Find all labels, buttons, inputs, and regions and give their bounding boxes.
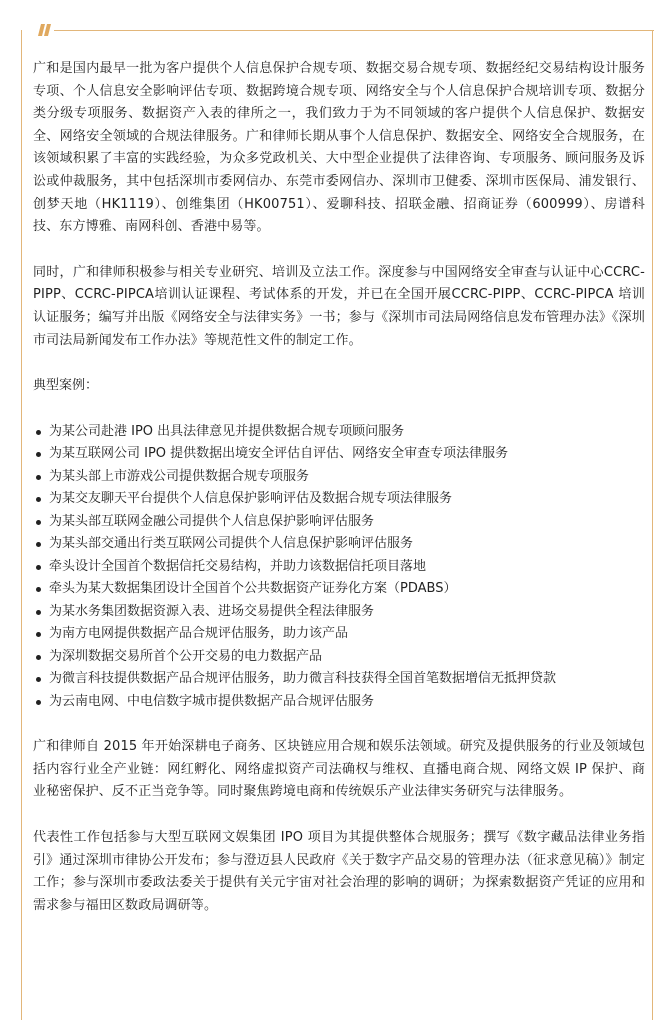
bullet-dot-icon xyxy=(36,700,41,705)
representative-work-paragraph: 代表性工作包括参与大型互联网文娱集团 IPO 项目为其提供整体合规服务；撰写《数字藏品法律业务指引》通过深圳市律协公开发布；参与澄迈县人民政府《关于数字产品交易的管理办法（征求意见稿）》制定工作；参与深圳市委政法委关于提供有关元宇宙对社会治理的影响的调研；为探索数据资产凭证的应用和需求参与福田区数政局调研等。 xyxy=(33,830,645,913)
case-text: 牵头设计全国首个数据信托交易结构，并助力该数据信托项目落地 xyxy=(49,558,427,574)
bullet-dot-icon xyxy=(36,452,41,457)
case-list-item xyxy=(33,668,645,691)
case-text: 为某交友聊天平台提供个人信息保护影响评估及数据合规专项法律服务 xyxy=(49,491,453,507)
case-text: 为南方电网提供数据产品合规评估服务，助力该产品 xyxy=(49,626,349,642)
case-text: 为某公司赴港 IPO 出具法律意见并提供数据合规专项顾问服务 xyxy=(49,423,405,439)
case-list-item xyxy=(33,601,645,624)
case-text: 为某头部互联网金融公司提供个人信息保护影响评估服务 xyxy=(49,513,375,529)
case-list-item xyxy=(33,623,645,646)
top-border-line xyxy=(54,30,654,31)
case-text: 为某头部上市游戏公司提供数据合规专项服务 xyxy=(49,468,310,484)
case-list-item xyxy=(33,421,645,444)
case-text: 为云南电网、中电信数字城市提供数据产品合规评估服务 xyxy=(49,693,375,709)
case-text: 为某互联网公司 IPO 提供数据出境安全评估自评估、网络安全审查专项法律服务 xyxy=(49,446,509,462)
case-list-item xyxy=(33,466,645,489)
case-list-item xyxy=(33,556,645,579)
research-paragraph: 同时，广和律师积极参与相关专业研究、培训及立法工作。深度参与中国网络安全审查与认证中心CCRC-PIPP、CCRC-PIPCA培训认证课程、考试体系的开发，并已在全国开展CCRC-PIPP、CCRC-PIPCA 培训认证服务；编写并出版《网络安全与法律实务》一书；参与《深圳市司法局网络信息发布管理办法》《深圳市司法局新闻发布工作办法》等规范性文件的制定工作。 xyxy=(33,264,645,348)
case-list-item xyxy=(33,511,645,534)
case-text: 牵头为某大数据集团设计全国首个公共数据资产证券化方案（PDABS） xyxy=(49,581,457,597)
bullet-dot-icon xyxy=(36,677,41,682)
intro-paragraph: 广和是国内最早一批为客户提供个人信息保护合规专项、数据交易合规专项、数据经纪交易结构设计服务专项、个人信息安全影响评估专项、数据跨境合规专项、网络安全与个人信息保护合规培训专项、数据分类分级专项服务、数据资产入表的律所之一，我们致力于为不同领域的客户提供个人信息保护、数据安全、网络安全领域的合规法律服务。广和律师长期从事个人信息保护、数据安全、网络安全合规服务，在该领域积累了丰富的实践经验，为众多党政机关、大中型企业提供了法律咨询、专项服务、顾问服务及诉讼或仲裁服务，其中包括深圳市委网信办、东莞市委网信办、深圳市卫健委、深圳市医保局、浦发银行、创梦天地（HK1119）、创维集团（HK00751）、爱聊科技、招联金融、招商证券（600999）、房谱科技、东方博雅、南网科创、香港中易等。 xyxy=(33,61,645,235)
case-text: 为某头部交通出行类互联网公司提供个人信息保护影响评估服务 xyxy=(49,536,414,552)
cases-heading: 典型案例： xyxy=(33,378,99,394)
bullet-dot-icon xyxy=(36,565,41,570)
case-list-item xyxy=(33,488,645,511)
article-body xyxy=(33,58,645,917)
bullet-dot-icon xyxy=(36,587,41,592)
case-text: 为微言科技提供数据产品合规评估服务，助力微言科技获得全国首笔数据增信无抵押贷款 xyxy=(49,671,557,687)
case-list-item xyxy=(33,533,645,556)
bullet-dot-icon xyxy=(36,497,41,502)
case-list-item xyxy=(33,646,645,669)
bullet-dot-icon xyxy=(36,632,41,637)
bullet-dot-icon xyxy=(36,610,41,615)
bullet-dot-icon xyxy=(36,430,41,435)
bullet-dot-icon xyxy=(36,542,41,547)
case-list-item xyxy=(33,578,645,601)
case-text: 为某水务集团数据资源入表、进场交易提供全程法律服务 xyxy=(49,603,375,619)
double-slash-icon xyxy=(36,21,54,39)
bullet-dot-icon xyxy=(36,475,41,480)
case-text: 为深圳数据交易所首个公开交易的电力数据产品 xyxy=(49,648,323,664)
case-list-item xyxy=(33,443,645,466)
ecommerce-paragraph: 广和律师自 2015 年开始深耕电子商务、区块链应用合规和娱乐法领域。研究及提供服务的行业及领域包括内容行业全产业链：网红孵化、网络虚拟资产司法确权与维权、直播电商合规、网络文娱 IP 保护、商业秘密保护、反不正当竞争等。同时聚焦跨境电商和传统娱乐产业法律实务研究与法律服务。 xyxy=(33,739,645,800)
case-list-item xyxy=(33,691,645,714)
case-list xyxy=(33,421,645,714)
bullet-dot-icon xyxy=(36,655,41,660)
bullet-dot-icon xyxy=(36,520,41,525)
